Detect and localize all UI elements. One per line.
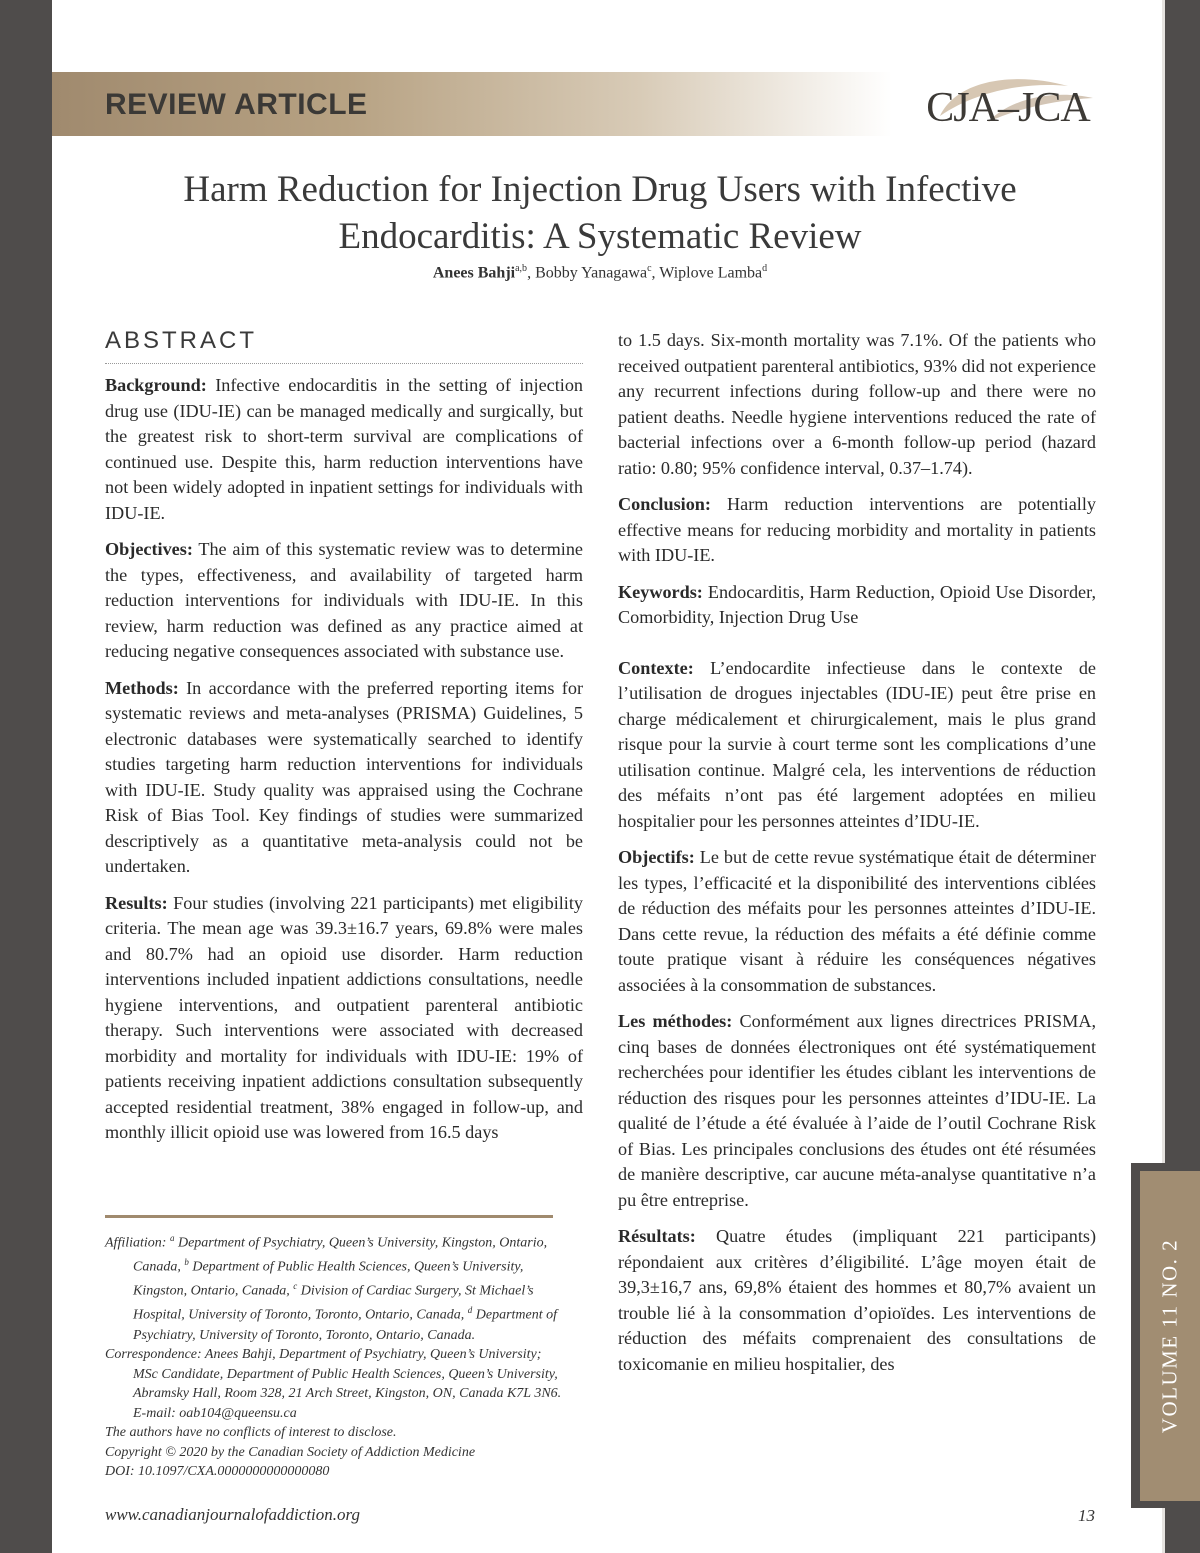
logo-text: CJA–JCA xyxy=(926,85,1090,131)
affil-mark: a xyxy=(169,1233,175,1243)
section-text-part1: Four studies (involving 221 participants) met eligibility criteria. The mean age was 39.3±16.7 years, 69.8% were males and 80.7% had an opioid use disorder. Harm reduction interventions included inpatient addictions consultations, needle hygiene interventions, and outpatient parenteral antibiotic therapy. Such interventions were associated with decreased morbidity and mortality for individuals with IDU-IE: 19% of patients receiving inpatient addictions consultation subsequently accepted residential treatment, 38% engaged in follow-up, and monthly illicit opioid use was lowered from 16.5 days xyxy=(105,892,583,1142)
section-text: Endocarditis, Harm Reduction, Opioid Use Disorder, Comorbidity, Injection Drug Use xyxy=(618,581,1097,627)
section-label: Background: xyxy=(105,375,207,395)
section-text: Infective endocarditis in the setting of injection drug use (IDU-IE) can be managed medically and surgically, but the greatest risk to short-term survival are complications of continued use. Despite this, harm reduction interventions have not been widely adopted in inpatient settings for individuals with IDU-IE. xyxy=(105,375,584,523)
affil-mark: b xyxy=(184,1257,189,1268)
affil-mark: d xyxy=(467,1305,473,1316)
copyright: Copyright © 2020 by the Canadian Society of Addiction Medicine xyxy=(105,1444,476,1460)
journal-website-link[interactable]: www.canadianjournalofaddiction.org xyxy=(105,1505,361,1524)
affiliation-divider xyxy=(105,1215,553,1218)
title-line-2: Endocarditis: A Systematic Review xyxy=(338,216,862,257)
conflict-statement: The authors have no conflicts of interest to disclose. xyxy=(105,1425,397,1441)
abstract-background xyxy=(105,373,583,526)
volume-tab xyxy=(1131,1163,1200,1508)
section-text: Le but de cette revue systématique était de déterminer les types, l’efficacité et la disponibilité des interventions ciblées de réduction des méfaits pour les personnes atteintes d’IDU-IE. Dans cette revue, la réduction des méfaits a été définie comme toute pratique visant à réduire les conséquences négatives associées à la consommation de substances. xyxy=(618,847,1096,995)
page-number: 13 xyxy=(1078,1506,1095,1525)
section-label: Results: xyxy=(105,892,168,913)
section-text: The aim of this systematic review was to determine the types, effectiveness, and availability of targeted harm reduction interventions for individuals with IDU-IE. In this review, harm reduction was defined as any practice aimed at reducing negative consequences associated with substance use. xyxy=(105,539,583,661)
abstract-column-right xyxy=(618,328,1096,1377)
affiliation-text xyxy=(105,1229,565,1345)
section-label: Objectives: xyxy=(105,539,193,559)
section-text: Harm reduction interventions are potentially effective means for reducing morbidity and mortality in patients with IDU-IE. xyxy=(618,494,1096,565)
section-label: Les méthodes: xyxy=(618,1011,733,1031)
author-name: Bobby Yanagawa xyxy=(535,264,648,282)
author-name: Anees Bahji xyxy=(432,264,516,282)
affil-part: Division of Cardiac Surgery, St Michael’s Hospital, University of Toronto, Toronto, Ontario, Canada, xyxy=(133,1283,534,1324)
section-text: L’endocardite infectieuse dans le contexte de l’utilisation de drogues injectables (IDU-IE) peut être prise en charge médicalement et chirurgicalement, mais le plus grand risque pour la survie à court terme sont les complications d’une utilisation continue. Malgré cela, les interventions de réduction des méfaits n’ont pas été largement adoptées en milieu hospitalier pour les personnes atteintes d’IDU-IE. xyxy=(618,657,1096,831)
section-label: Résultats: xyxy=(618,1226,696,1246)
section-label: Conclusion: xyxy=(618,494,711,514)
author-affil-mark: c xyxy=(647,263,652,274)
author-affil-mark: a,b xyxy=(515,263,528,274)
affiliation-block xyxy=(105,1229,565,1482)
author-separator: , xyxy=(527,264,536,282)
affil-part: Department of Psychiatry, University of Toronto, Toronto, Ontario, Canada. xyxy=(133,1308,558,1343)
resume-objectifs xyxy=(618,845,1096,998)
section-label: Objectifs: xyxy=(618,847,695,867)
section-text: In accordance with the preferred reporting items for systematic reviews and meta-analyses (PRISMA) Guidelines, 5 electronic databases were systematically searched to identify studies targeting harm reduction interventions for individuals with IDU-IE. Study quality was appraised using the Cochrane Risk of Bias Tool. Key findings of studies were summarized descriptively as a quantitative meta-analysis could not be undertaken. xyxy=(105,677,583,876)
affil-part: Department of Psychiatry, Queen’s University, Kingston, Ontario, Canada, xyxy=(133,1235,548,1275)
abstract-results xyxy=(105,891,583,1146)
author-name: Wiplove Lamba xyxy=(659,264,763,282)
section-label: Methods: xyxy=(105,677,179,698)
abstract-column-left xyxy=(105,373,583,1146)
abstract-conclusion xyxy=(618,492,1096,569)
resume-resultats xyxy=(618,1224,1096,1377)
affiliation-label: Affiliation: xyxy=(105,1235,167,1251)
resume-methodes xyxy=(618,1009,1096,1213)
section-text: Conformément aux lignes directrices PRISMA, cinq bases de données électroniques ont été systématiquement recherchées pour identifier les études ciblant les interventions de réduction des risques pour les personnes atteintes d’IDU-IE. La qualité de l’étude a été évaluée à l’aide de l’outil Cochrane Risk of Bias. Les principales conclusions des études ont été résumées de manière descriptive, car aucune méta-analyse quantitative n’a pu être entreprise. xyxy=(618,1011,1097,1210)
author-separator: , xyxy=(651,264,660,282)
resume-contexte xyxy=(618,656,1096,835)
affil-part: Department of Public Health Sciences, Queen’s University, Kingston, Ontario, Canada, xyxy=(133,1259,524,1299)
abstract-keywords xyxy=(618,580,1096,631)
language-spacer xyxy=(618,642,1096,656)
section-label: Contexte: xyxy=(618,657,694,678)
author-list xyxy=(100,263,1100,282)
abstract-methods xyxy=(105,676,583,880)
section-label: REVIEW ARTICLE xyxy=(105,88,368,121)
volume-tab-panel xyxy=(1140,1171,1200,1501)
doi: DOI: 10.1097/CXA.0000000000000080 xyxy=(105,1464,330,1480)
section-label: Keywords: xyxy=(618,581,703,602)
volume-label: VOLUME 11 NO. 2 xyxy=(1157,1238,1182,1434)
article-title xyxy=(100,166,1100,260)
abstract-heading: ABSTRACT xyxy=(105,327,583,364)
correspondence: Correspondence: Anees Bahji, Department of Psychiatry, Queen’s University; MSc Candidate, Department of Public Health Sciences, Queen’s University, Abramsky Hall, Room 328, 21 Arch Street, Kingston, ON, Canada K7L 3N6. E-mail: oab104@queensu.ca xyxy=(105,1347,562,1421)
affil-mark: c xyxy=(293,1281,298,1292)
section-text: Quatre études (impliquant 221 participants) répondaient aux critères d’éligibilité. L’âge moyen était de 39,3±16,7 ans, 69,8% étaient des hommes et 80,7% avaient un trouble lié à la consommation d’opioïdes. Les interventions de réduction des méfaits comprenaient des consultations de toxicomanie en milieu hospitalier, des xyxy=(618,1226,1097,1374)
section-banner xyxy=(52,72,892,136)
abstract-objectives xyxy=(105,537,583,665)
journal-logo xyxy=(918,76,1098,132)
title-line-1: Harm Reduction for Injection Drug Users with Infective xyxy=(183,169,1017,210)
author-affil-mark: d xyxy=(762,263,768,274)
abstract-results-continued: to 1.5 days. Six-month mortality was 7.1%. Of the patients who received outpatient parenteral antibiotics, 93% did not experience any recurrent infections during follow-up and there were no patient deaths. Needle hygiene interventions reduced the rate of bacterial infections over a 6-month follow-up period (hazard ratio: 0.80; 95% confidence interval, 0.37–1.74). xyxy=(618,330,1096,478)
left-margin-bar xyxy=(0,0,52,1553)
